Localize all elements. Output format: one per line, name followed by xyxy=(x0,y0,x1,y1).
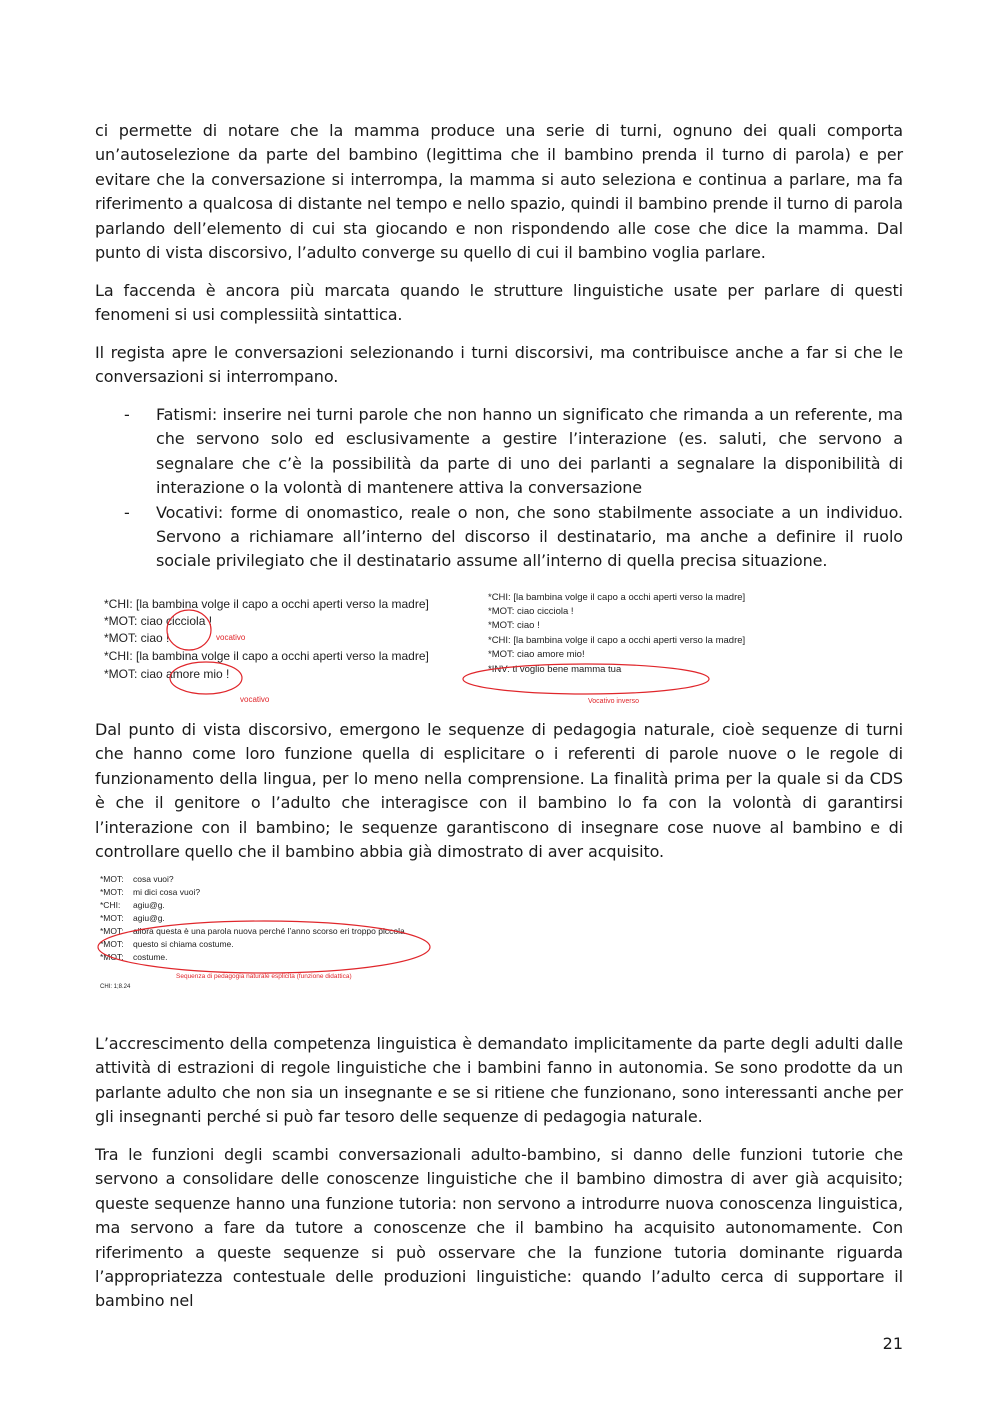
annotation-label: Vocativo inverso xyxy=(588,698,639,705)
bullet-text: Fatismi: inserire nei turni parole che non hanno un significato che rimanda a un referente, ma che servono solo ed esclusivamente a gestire l’interazione (es. saluti, che servono a segnalare che c’è la possibilità da parte di uno dei parlanti a segnalare la disponibilità di interazione o la volontà di mantenere attiva la conversazione xyxy=(156,405,903,498)
bullet-list xyxy=(95,403,903,574)
transcript-line: mi dici cosa vuoi? xyxy=(133,887,201,897)
transcript-line: *CHI: [la bambina volge il capo a occhi aperti verso la madre] xyxy=(488,592,746,603)
paragraph: La faccenda è ancora più marcata quando le strutture linguistiche usate per parlare di questi fenomeni si usi complessiità sintattica. xyxy=(95,281,903,325)
transcript-line: *MOT: ciao cicciola ! xyxy=(488,606,574,617)
transcript-line: agiu@g. xyxy=(133,900,165,910)
page-number: 21 xyxy=(882,1334,903,1353)
transcript-figure-svg xyxy=(98,870,438,994)
transcript-figure-vocativo xyxy=(100,590,440,708)
transcript-line: *CHI: [la bambina volge il capo a occhi aperti verso la madre] xyxy=(488,635,746,646)
transcript-line: agiu@g. xyxy=(133,913,165,923)
bullet-dash: - xyxy=(124,405,130,424)
transcript-line: *CHI: [la bambina volge il capo a occhi aperti verso la madre] xyxy=(104,649,429,663)
annotation-label: vocativo xyxy=(240,695,270,704)
speaker-label: *MOT: xyxy=(100,913,124,923)
speaker-label: *MOT: xyxy=(100,952,124,962)
speaker-label: *MOT: xyxy=(100,926,124,936)
bullet-item-fatismi xyxy=(95,403,903,501)
transcript-line: allora questa è una parola nuova perché l’anno scorso eri troppo piccola. xyxy=(133,926,408,936)
transcript-line: *MOT: ciao ! xyxy=(104,631,170,645)
paragraph: Il regista apre le conversazioni selezionando i turni discorsivi, ma contribuisce anche a far si che le conversazioni si interrompano. xyxy=(95,343,903,387)
age-label: CHI: 1;8.24 xyxy=(100,984,131,990)
transcript-line: *CHI: [la bambina volge il capo a occhi aperti verso la madre] xyxy=(104,597,429,611)
speaker-label: *MOT: xyxy=(100,887,124,897)
speaker-label: *CHI: xyxy=(100,900,121,910)
annotation-label: Sequenza di pedagogia naturale esplicita (funzione didattica) xyxy=(176,973,352,980)
bullet-text: Vocativi: forme di onomastico, reale o non, che sono stabilmente associate a un individuo. Servono a richiamare all’interno del discorso il destinatario, ma anche a definire il ruolo sociale privilegiato che il destinatario assume all’interno di quella precisa situazione. xyxy=(156,502,903,571)
transcript-figure-svg xyxy=(100,590,440,708)
annotation-label: vocativo xyxy=(216,633,246,642)
transcript-figure-vocativo-inverso xyxy=(462,588,762,708)
transcript-line: cosa vuoi? xyxy=(133,874,174,884)
transcript-line: *MOT: ciao amore mio! xyxy=(488,649,585,660)
transcript-line: costume. xyxy=(133,952,168,962)
bullet-dash: - xyxy=(124,502,130,522)
paragraph: Dal punto di vista discorsivo, emergono le sequenze di pedagogia naturale, cioè sequenze di turni che hanno come loro funzione quella di esplicitare o i referenti di parole nuove o le regole di funzionamento della lingua, per lo meno nella comprensione. La finalità prima per la quale si da CDS è che il genitore o l’adulto che interagisce con il bambino lo fa con la volontà di garantirsi l’interazione con il bambino; le sequenze garantiscono di insegnare cose nuove al bambino e di controllare quello che il bambino abbia già dimostrato di aver acquisito. xyxy=(95,720,903,862)
transcript-line: questo si chiama costume. xyxy=(133,939,234,949)
transcript-line: *INV: ti voglio bene mamma tua xyxy=(488,664,622,675)
transcript-figure-svg xyxy=(462,588,762,708)
paragraph: L’accrescimento della competenza linguistica è demandato implicitamente da parte degli adulti dalle attività di estrazioni di regole linguistiche che i bambini fanno in autonomia. Se sono prodotte da un parlante adulto che non sia un insegnante e se si ritiene che funzionano, sono interessanti anche per gli insegnanti perché si può far tesoro delle sequenze di pedagogia naturale. xyxy=(95,1034,903,1127)
transcript-figure-pedagogia xyxy=(98,870,438,994)
speaker-label: *MOT: xyxy=(100,939,124,949)
transcript-line: *MOT: ciao cicciola ! xyxy=(104,614,213,628)
paragraph: Tra le funzioni degli scambi conversazionali adulto-bambino, si danno delle funzioni tutorie che servono a consolidare delle conoscenze linguistiche che il bambino dimostra di aver già acquisito; queste sequenze hanno una funzione tutoria: non servono a introdurre nuova conoscenza linguistica, ma servono a fare da tutore a conoscenze che il bambino ha acquisito autonomamente. Con riferimento a queste sequenze si può osservare che la funzione tutoria dominante riguarda l’appropriatezza contestuale delle produzioni linguistiche: quando l’adulto cerca di supportare il bambino nel xyxy=(95,1145,903,1311)
transcript-line: *MOT: ciao ! xyxy=(488,620,540,631)
transcript-line: *MOT: ciao amore mio ! xyxy=(104,667,230,681)
bullet-item-vocativi xyxy=(95,501,903,574)
paragraph: ci permette di notare che la mamma produce una serie di turni, ognuno dei quali comporta un’autoselezione da parte del bambino (legittima che il bambino prenda il turno di parola) e per evitare che la conversazione si interrompa, la mamma si auto seleziona e continua a parlare, ma fa riferimento a qualcosa di distante nel tempo e nello spazio, quindi il bambino prende il turno di parola parlando dell’elemento di cui sta giocando e non rispondendo alle cose che dice la mamma. Dal punto di vista discorsivo, l’adulto converge su quello di cui il bambino voglia parlare. xyxy=(95,121,903,263)
speaker-label: *MOT: xyxy=(100,874,124,884)
